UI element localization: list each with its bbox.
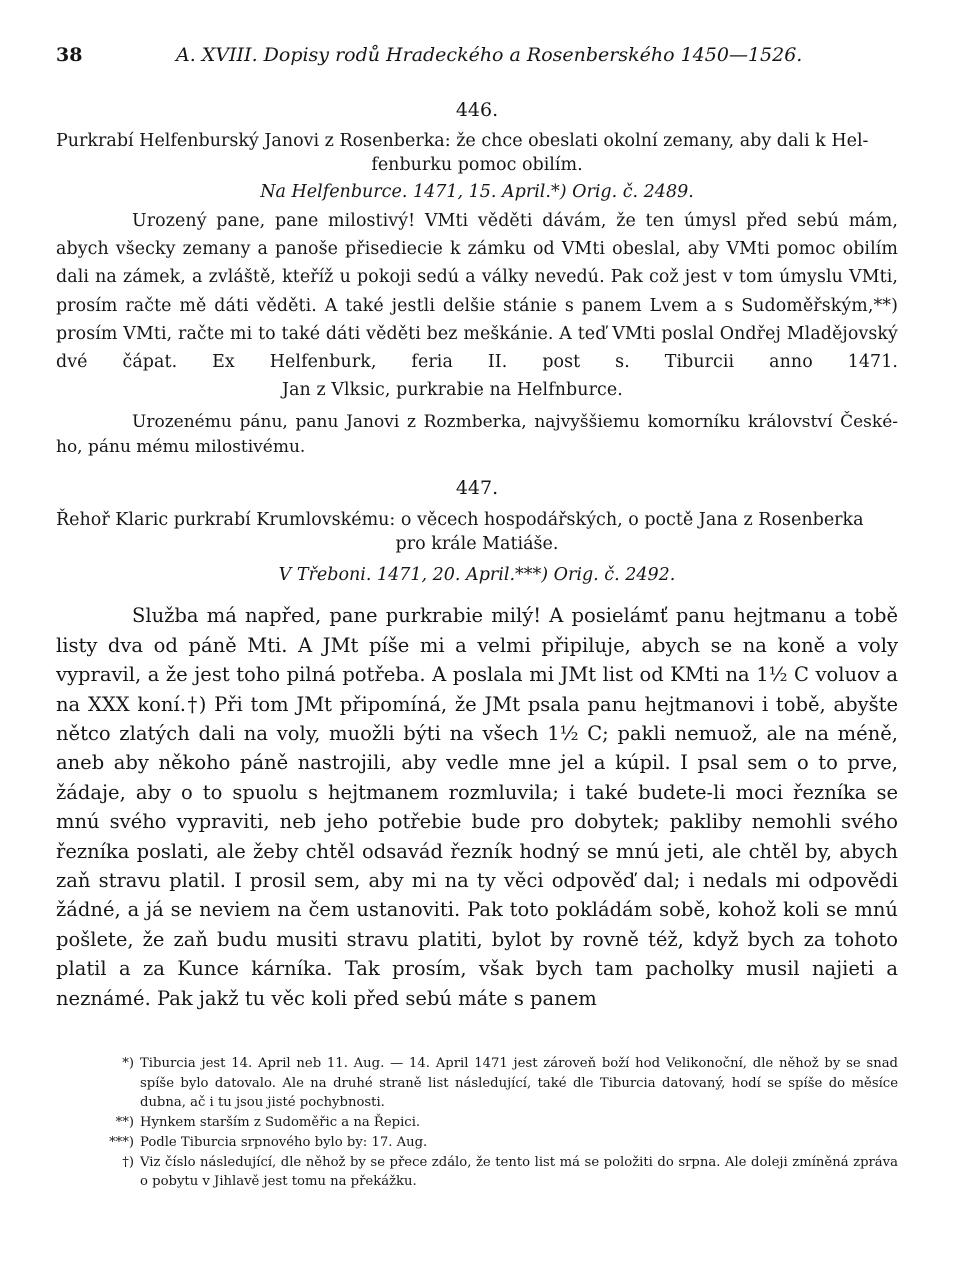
footnote-text: Viz číslo následující, dle něhož by se přece zdálo, že tento list má se položiti do srpna. Ale doleji zmíněná zpráva o pobytu v Jihlavě jest tomu na překážku.	[140, 1154, 898, 1190]
document-number-447: 447.	[455, 477, 499, 500]
footnote	[56, 1113, 898, 1133]
dateline-447: V Třeboni. 1471, 20. April.***) Orig. č. 2492.	[278, 565, 676, 586]
letter-446-text	[56, 207, 898, 404]
footnote	[56, 1153, 898, 1192]
running-head	[56, 44, 898, 82]
page-number: 38	[56, 44, 83, 66]
document-page	[56, 44, 898, 1013]
letter-447-text: Služba má napřed, pane purkrabie milý! A posielámť panu hejtmanu a tobě listy dva od páně Mti. A JMt píše mi a velmi připiluje, abych se na koně a voly vypravil, a že jest toho pilná potřeba. A poslala mi JMt list od KMti na 1½ C voluov a na XXX koní.†) Při tom JMt připomíná, že JMt psala panu hejtmanovi i tobě, abyšte nětco zlatých dali na voly, muožli býti na všech 1½ C; pakli nemuož, ale na méně, aneb aby někoho páně nastrojili, aby vedle mne jel a kúpil. I psal sem o to prve, žádaje, aby o to spuolu s hejtmanem rozmluvila; i také budete-li moci řezníka se mnú svého vypraviti, neb jeho potřebie bude pro dobytek; pakliby nemohli svého řezníka poslati, ale žeby chtěl odsavád řezník hodný se mnú jeti, ale chtěl by, abych zaň stravu platil. I prosil sem, aby mi na ty věci odpověď dal; i nedals mi odpovědi žádné, a já se neviem na čem ustanoviti. Pak toto pokládám sobě, kohož koli se mnú pošlete, že zaň budu musiti stravu platiti, bylot by rovně též, když bych za tohoto platil a za Kunce kárníka. Tak prosím, však bych tam pacholky musil najieti a neznámé. Pak jakž tu věc koli před sebú máte s panem	[56, 604, 898, 1010]
letter-446-signature: Jan z Vlksic, purkrabie na Helfnburce.	[282, 380, 623, 401]
footnote-text: Hynkem starším z Sudoměřic a na Řepici.	[140, 1115, 421, 1131]
footnotes	[56, 1054, 898, 1192]
dateline-446: Na Helfenburce. 1471, 15. April.*) Orig. č. 2489.	[260, 182, 694, 202]
footnote-text: Podle Tiburcia srpnového bylo by: 17. Aug.	[140, 1134, 428, 1150]
footnote-mark: *)	[122, 1056, 134, 1071]
letter-446-address: Urozenému pánu, panu Janovi z Rozmberka, najvyššiemu komorníku království České-ho, pánu mému milostivému.	[56, 412, 898, 458]
document-number-446: 446.	[455, 99, 499, 121]
summary-447-line2: pro krále Matiáše.	[395, 534, 559, 555]
footnote-mark: †)	[122, 1154, 134, 1170]
footnote-mark: ***)	[109, 1134, 134, 1150]
summary-447-line1: Řehoř Klaric purkrabí Krumlovskému: o věcech hospodářských, o poctě Jana z Rosenberka	[56, 510, 864, 531]
summary-446-line2: fenburku pomoc obilím.	[371, 155, 583, 175]
footnote	[56, 1133, 898, 1153]
footnote	[56, 1054, 898, 1113]
summary-446-line1: Purkrabí Helfenburský Janovi z Rosenberka: že chce obeslati okolní zemany, aby dali k Hel-	[56, 131, 869, 151]
letter-446-body: Urozený pane, pane milostivý! VMti věděti dávám, že ten úmysl před sebú mám, abych všecky zemany a panoše přisediecie k zámku od VMti obeslal, aby VMti pomoc obilím dali na zámek, a zvláště, kteříž u pokoji sedú a války nevedú. Pak což jest v tom úmyslu VMti, prosím račte mě dáti věděti. A také jestli delšie stánie s panem Lvem a s Sudoměřským,**) prosím VMti, račte mi to také dáti věděti bez meškánie. A teď VMti poslal Ondřej Mladějovský dvé čápat. Ex Helfenburk, feria II. post s. Tiburcii anno 1471.	[56, 211, 898, 373]
footnote-text: Tiburcia jest 14. April neb 11. Aug. — 14. April 1471 jest zároveň boží hod Velikonoční, dle něhož by se snad spíše bylo datovalo. Ale na druhé straně list následující, také dle Tiburcia datovaný, hodí se spíše do měsíce dubna, ač i tu jsou jisté pochybnosti.	[140, 1056, 898, 1111]
running-title: A. XVIII. Dopisy rodů Hradeckého a Rosenberského 1450—1526.	[176, 44, 803, 66]
footnote-mark: **)	[115, 1115, 134, 1131]
